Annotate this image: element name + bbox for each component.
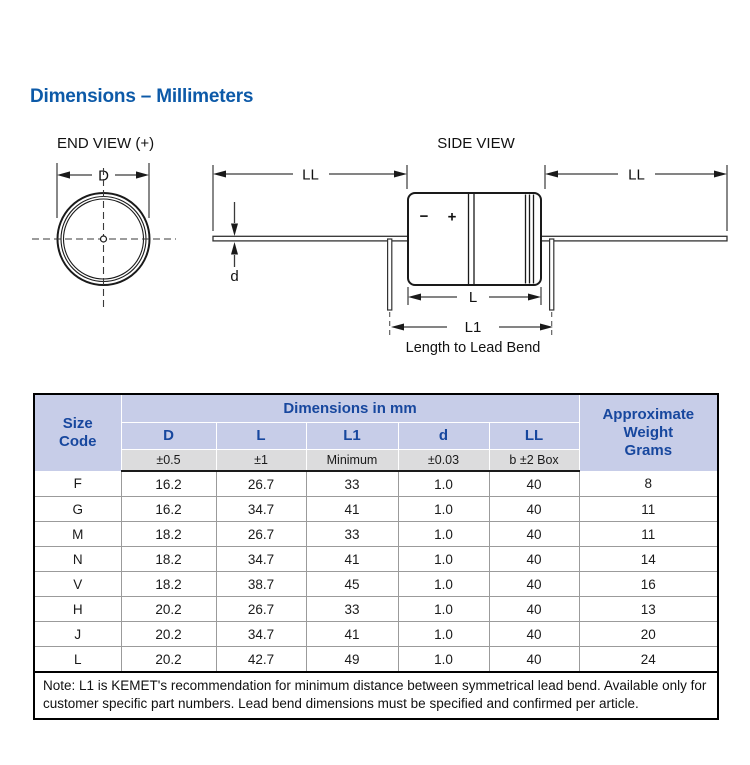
table-cell: 33 <box>306 597 398 622</box>
column-header-L: L <box>216 423 306 450</box>
table-cell: M <box>34 522 121 547</box>
table-cell: 16.2 <box>121 497 216 522</box>
page-title: Dimensions – Millimeters <box>30 86 254 107</box>
table-row <box>34 597 718 622</box>
size-code-header <box>34 394 121 471</box>
note-row <box>34 672 718 719</box>
weight-header <box>579 394 718 471</box>
polarity-plus-mark: + <box>447 208 457 226</box>
table-cell: 11 <box>579 522 718 547</box>
table-cell: 34.7 <box>216 547 306 572</box>
l1-dimension-label: L1 <box>464 319 482 336</box>
ll-left-label: LL <box>302 166 319 184</box>
table-cell: 1.0 <box>398 622 489 647</box>
table-cell: 26.7 <box>216 522 306 547</box>
table-cell: 1.0 <box>398 572 489 597</box>
table-cell: 40 <box>489 547 579 572</box>
d-dimension-label: D <box>98 167 109 185</box>
table-cell: 40 <box>489 522 579 547</box>
arrow-left-icon <box>545 171 558 178</box>
table-cell: V <box>34 572 121 597</box>
table-cell: 41 <box>306 497 398 522</box>
arrow-up-icon <box>231 242 238 255</box>
lead-wire-left <box>213 236 408 241</box>
arrow-right-icon <box>714 171 727 178</box>
bent-lead-right <box>550 239 554 338</box>
size-code-header-text: Size Code <box>59 415 97 450</box>
tolerance-D: ±0.5 <box>121 450 216 472</box>
table-cell: 41 <box>306 547 398 572</box>
table-cell: 45 <box>306 572 398 597</box>
table-row <box>34 622 718 647</box>
table-note: Note: L1 is KEMET's recommendation for minimum distance between symmetrical lead bend. Available only for customer specific part numbers. Lead bend dimensions must be specified and confirmed per article. <box>34 672 718 719</box>
table-cell: G <box>34 497 121 522</box>
table-cell: 26.7 <box>216 597 306 622</box>
table-cell: 40 <box>489 622 579 647</box>
table-row <box>34 647 718 673</box>
table-cell: 42.7 <box>216 647 306 673</box>
table-cell: 24 <box>579 647 718 673</box>
table-cell: 40 <box>489 647 579 673</box>
table-cell: 18.2 <box>121 572 216 597</box>
ll-right-label: LL <box>628 166 645 184</box>
tolerance-LL: b ±2 Box <box>489 450 579 472</box>
arrow-left-icon <box>213 171 226 178</box>
table-cell: 33 <box>306 471 398 497</box>
table-row <box>34 471 718 497</box>
column-header-D: D <box>121 423 216 450</box>
table-cell: 41 <box>306 622 398 647</box>
center-mark-icon <box>101 236 107 242</box>
weight-header-text: Approximate Weight Grams <box>602 406 695 459</box>
table-cell: 1.0 <box>398 547 489 572</box>
table-cell: 1.0 <box>398 497 489 522</box>
table-cell: 18.2 <box>121 522 216 547</box>
table-cell: 40 <box>489 572 579 597</box>
table-row <box>34 497 718 522</box>
table-cell: 14 <box>579 547 718 572</box>
table-row <box>34 547 718 572</box>
column-header-LL: LL <box>489 423 579 450</box>
arrow-right-icon <box>394 171 407 178</box>
arrow-left-icon <box>391 324 404 331</box>
table-cell: 26.7 <box>216 471 306 497</box>
table-row <box>34 522 718 547</box>
table-cell: 40 <box>489 597 579 622</box>
body-length-label: L <box>468 289 478 306</box>
l1-caption: Length to Lead Bend <box>405 340 541 356</box>
table-cell: 16 <box>579 572 718 597</box>
table-cell: 40 <box>489 497 579 522</box>
arrow-right-icon <box>528 294 541 301</box>
table-cell: 16.2 <box>121 471 216 497</box>
table-cell: H <box>34 597 121 622</box>
bent-lead-left <box>388 239 392 338</box>
lead-wire-right <box>541 236 727 241</box>
table-cell: 1.0 <box>398 522 489 547</box>
table-cell: 13 <box>579 597 718 622</box>
lead-dia-label: d <box>230 268 239 285</box>
table-cell: 20 <box>579 622 718 647</box>
table-cell: 20.2 <box>121 622 216 647</box>
table-cell: F <box>34 471 121 497</box>
table-cell: 1.0 <box>398 647 489 673</box>
column-header-d: d <box>398 423 489 450</box>
arrow-right-icon <box>540 324 553 331</box>
table-cell: 1.0 <box>398 597 489 622</box>
table-cell: 49 <box>306 647 398 673</box>
side-view-label: SIDE VIEW <box>437 135 515 152</box>
arrow-left-icon <box>57 171 70 178</box>
table-cell: 34.7 <box>216 497 306 522</box>
end-view-label: END VIEW (+) <box>57 135 155 152</box>
dimensions-group-header: Dimensions in mm <box>121 394 579 423</box>
table-cell: 34.7 <box>216 622 306 647</box>
table-cell: 18.2 <box>121 547 216 572</box>
table-cell: 38.7 <box>216 572 306 597</box>
table-row <box>34 572 718 597</box>
tolerance-d: ±0.03 <box>398 450 489 472</box>
arrow-down-icon <box>231 224 238 237</box>
tolerance-L: ±1 <box>216 450 306 472</box>
arrow-right-icon <box>136 171 149 178</box>
column-header-L1: L1 <box>306 423 398 450</box>
table-cell: 33 <box>306 522 398 547</box>
polarity-minus-mark: − <box>419 208 429 225</box>
table-cell: N <box>34 547 121 572</box>
dimension-diagram <box>0 125 750 370</box>
table-cell: 40 <box>489 471 579 497</box>
dimensions-table <box>33 393 719 720</box>
arrow-left-icon <box>408 294 421 301</box>
table-cell: L <box>34 647 121 673</box>
table-cell: 11 <box>579 497 718 522</box>
table-cell: J <box>34 622 121 647</box>
table-cell: 1.0 <box>398 471 489 497</box>
table-cell: 8 <box>579 471 718 497</box>
tolerance-L1: Minimum <box>306 450 398 472</box>
table-cell: 20.2 <box>121 597 216 622</box>
table-cell: 20.2 <box>121 647 216 673</box>
